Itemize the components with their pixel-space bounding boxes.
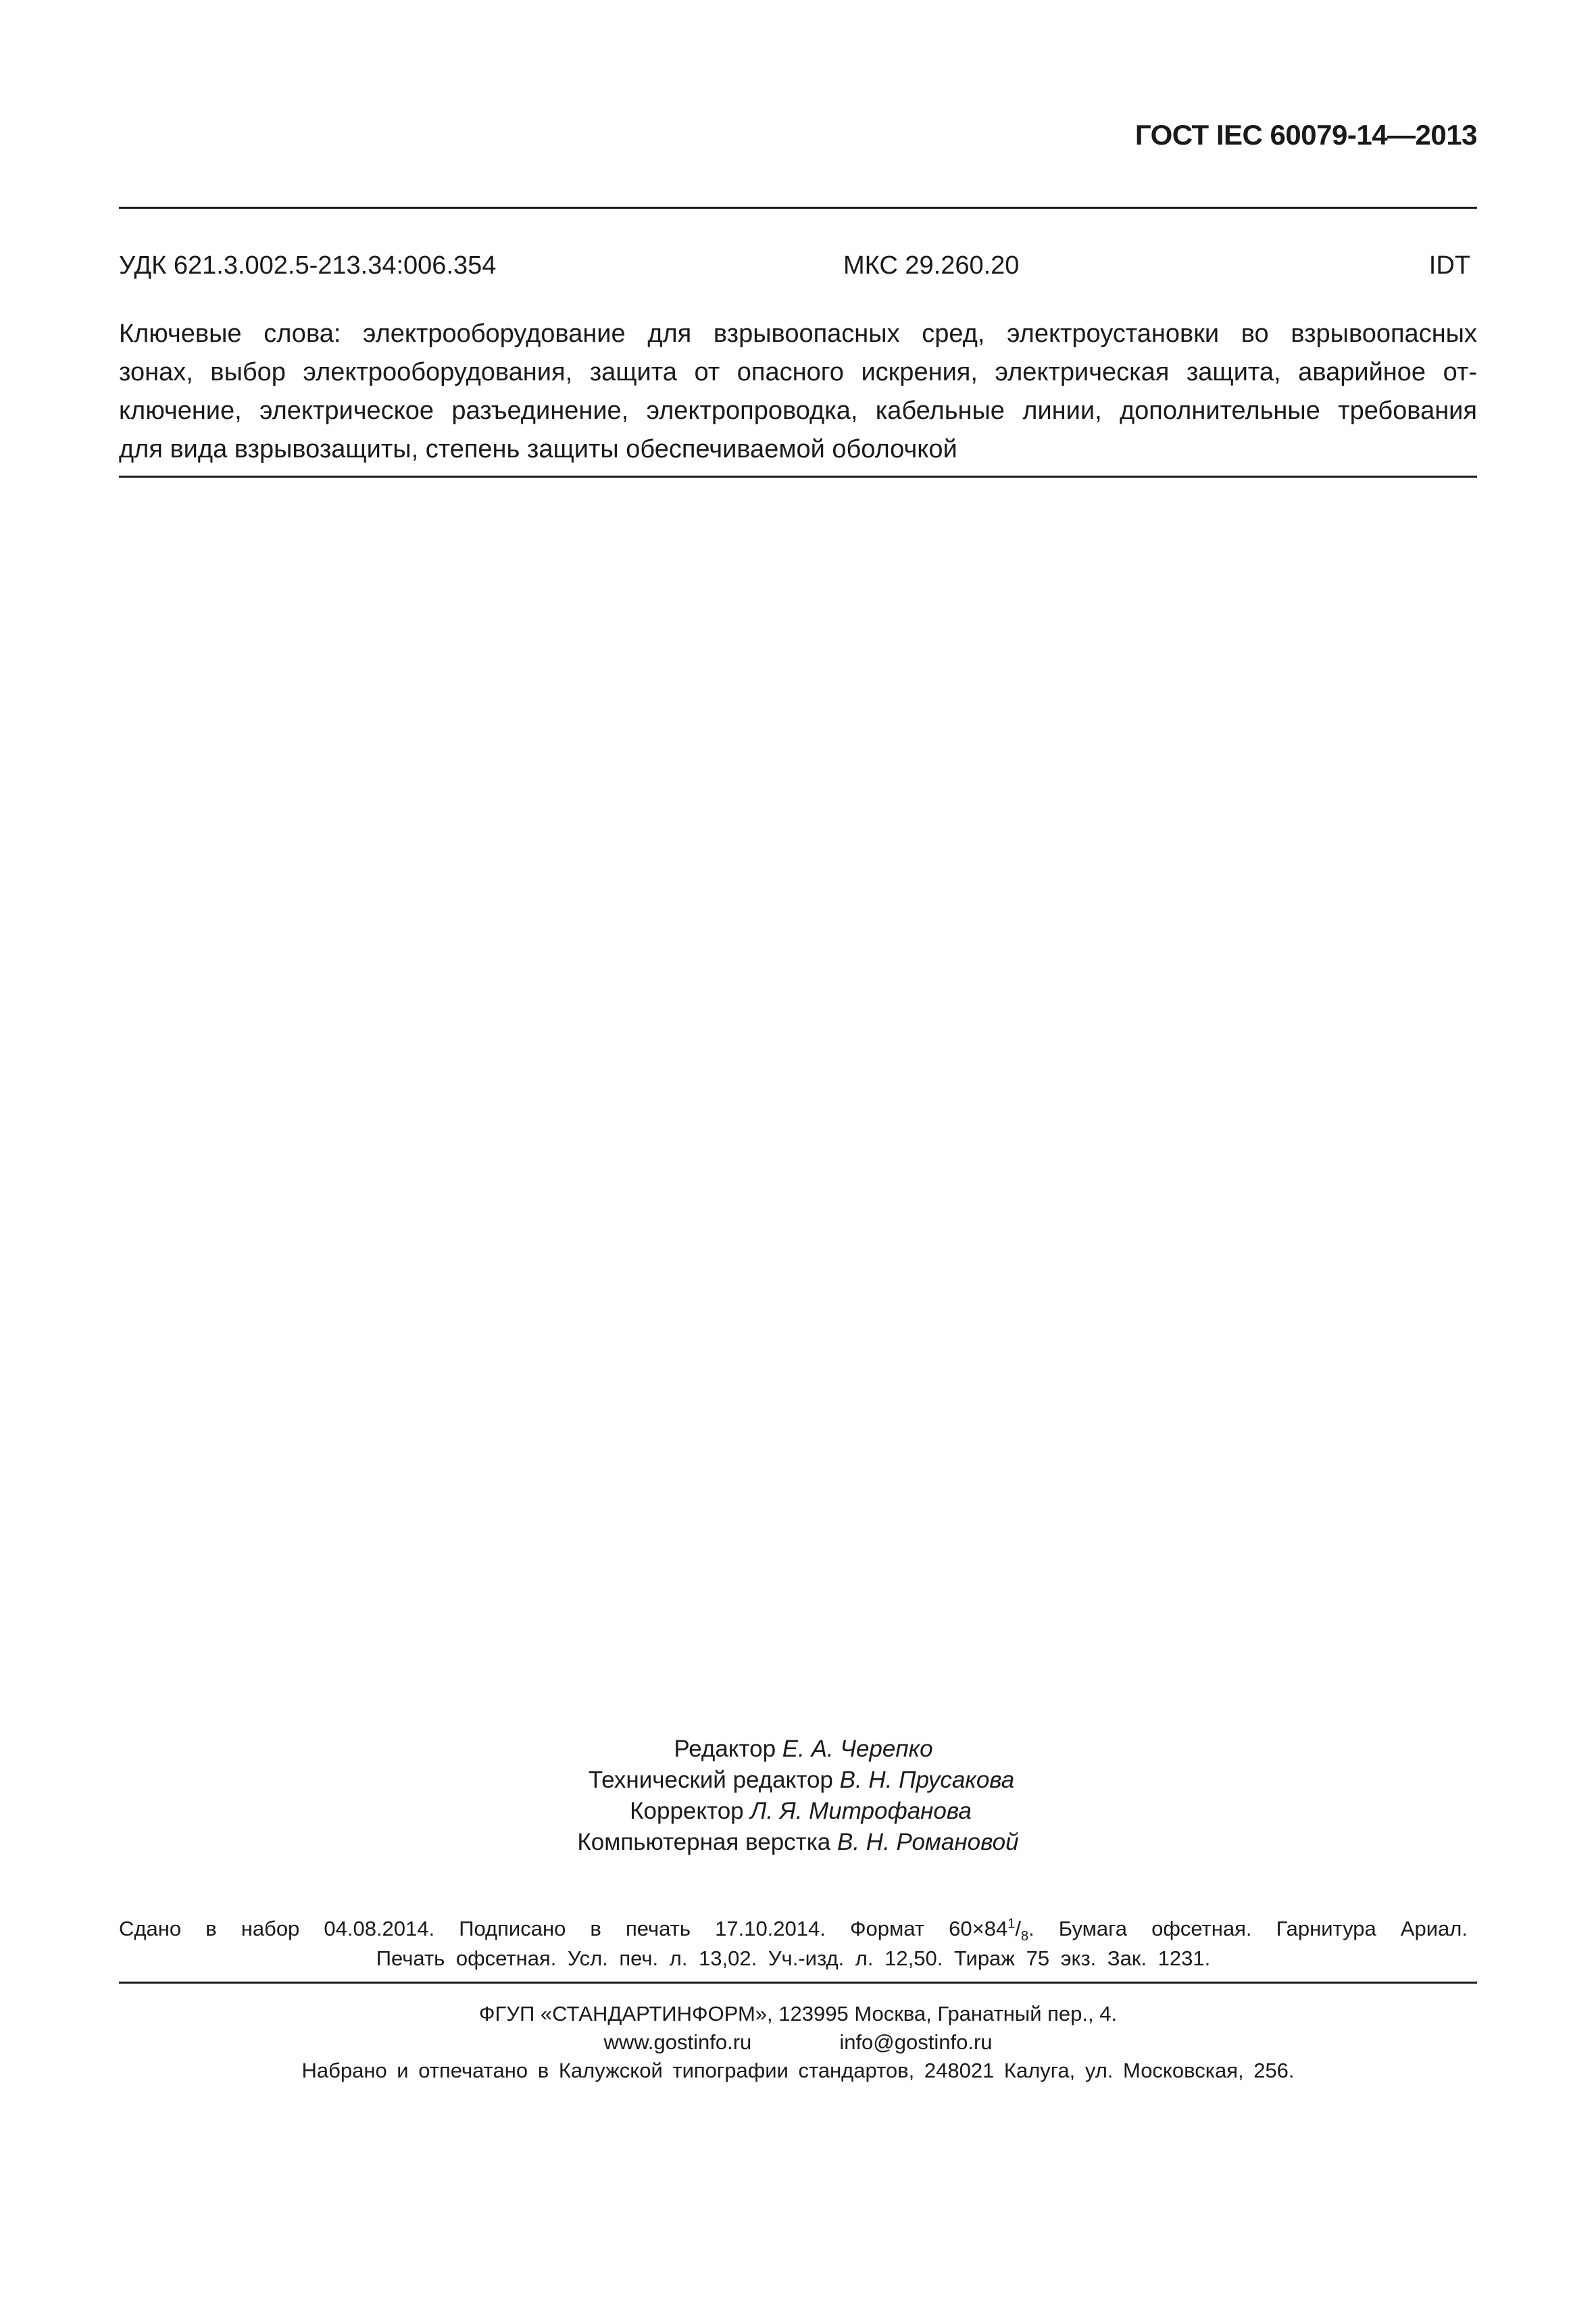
imprint-line: Сдано в набор 04.08.2014. Подписано в печать 17.10.2014. Формат $60\times 84^1/_8$. Бумага офсетная. Гарнитура Ариал. [119, 1916, 1468, 1944]
printer-info: Набрано и отпечатано в Калужской типографии стандартов, 248021 Калуга, ул. Московская, 256. [301, 2059, 1295, 2082]
credit-editor [0, 1734, 1596, 1765]
imprint-divider [119, 1982, 1477, 1984]
standard-code: ГОСТ IEC 60079-14—2013 [1134, 119, 1477, 151]
udk-code: УДК 621.3.002.5-213.34:006.354 [119, 251, 497, 280]
credit-role: Технический редактор [588, 1767, 833, 1793]
format-subscript: 8 [1020, 1929, 1029, 1944]
publisher-contacts [119, 2028, 1477, 2057]
imprint-text: . Бумага офсетная. Гарнитура Ариал. [1028, 1917, 1468, 1940]
credit-tech-editor [0, 1765, 1596, 1796]
credit-role: Корректор [630, 1798, 744, 1824]
credit-role: Компьютерная верстка [577, 1829, 831, 1855]
keywords-line: ключение, электрическое разъединение, электропроводка, кабельные линии, дополнительные требования [119, 397, 1477, 425]
credit-name: Е. А. Черепко [782, 1736, 933, 1762]
imprint-line: Печать офсетная. Усл. печ. л. 13,02. Уч.-изд. л. 12,50. Тираж 75 экз. Зак. 1231. [376, 1946, 1211, 1970]
credit-name: Л. Я. Митрофанова [750, 1798, 972, 1824]
classification-row [119, 251, 1477, 285]
keywords-line: для вида взрывозащиты, степень защиты обеспечиваемой оболочкой [119, 435, 957, 463]
keywords-divider [119, 476, 1477, 478]
credit-layout [0, 1827, 1596, 1858]
publisher-website[interactable]: www.gostinfo.ru [603, 2030, 752, 2054]
credit-proofreader [0, 1796, 1596, 1827]
print-imprint [119, 1914, 1468, 1973]
credit-name: В. Н. Романовой [837, 1829, 1019, 1855]
idt-label: IDT [1428, 251, 1470, 280]
credits-block [0, 1734, 1596, 1858]
keywords-paragraph [119, 315, 1477, 469]
publisher-email[interactable]: info@gostinfo.ru [839, 2030, 993, 2054]
keywords-line: Ключевые слова: электрооборудование для взрывоопасных сред, электроустановки во взрывоопасных [119, 320, 1477, 348]
credit-role: Редактор [674, 1736, 776, 1762]
mks-code: МКС 29.260.20 [843, 251, 1020, 280]
publisher-address: ФГУП «СТАНДАРТИНФОРМ», 123995 Москва, Гранатный пер., 4. [478, 2002, 1118, 2026]
credit-name: В. Н. Прусакова [839, 1767, 1015, 1793]
keywords-line: зонах, выбор электрооборудования, защита от опасного искрения, электрическая защита, аварийное от- [119, 358, 1477, 386]
format-superscript: 1 [1007, 1916, 1016, 1932]
top-divider [119, 207, 1477, 209]
publisher-block [119, 2000, 1477, 2085]
imprint-text: Сдано в набор 04.08.2014. Подписано в печать 17.10.2014. Формат 60×84 [119, 1917, 1008, 1940]
